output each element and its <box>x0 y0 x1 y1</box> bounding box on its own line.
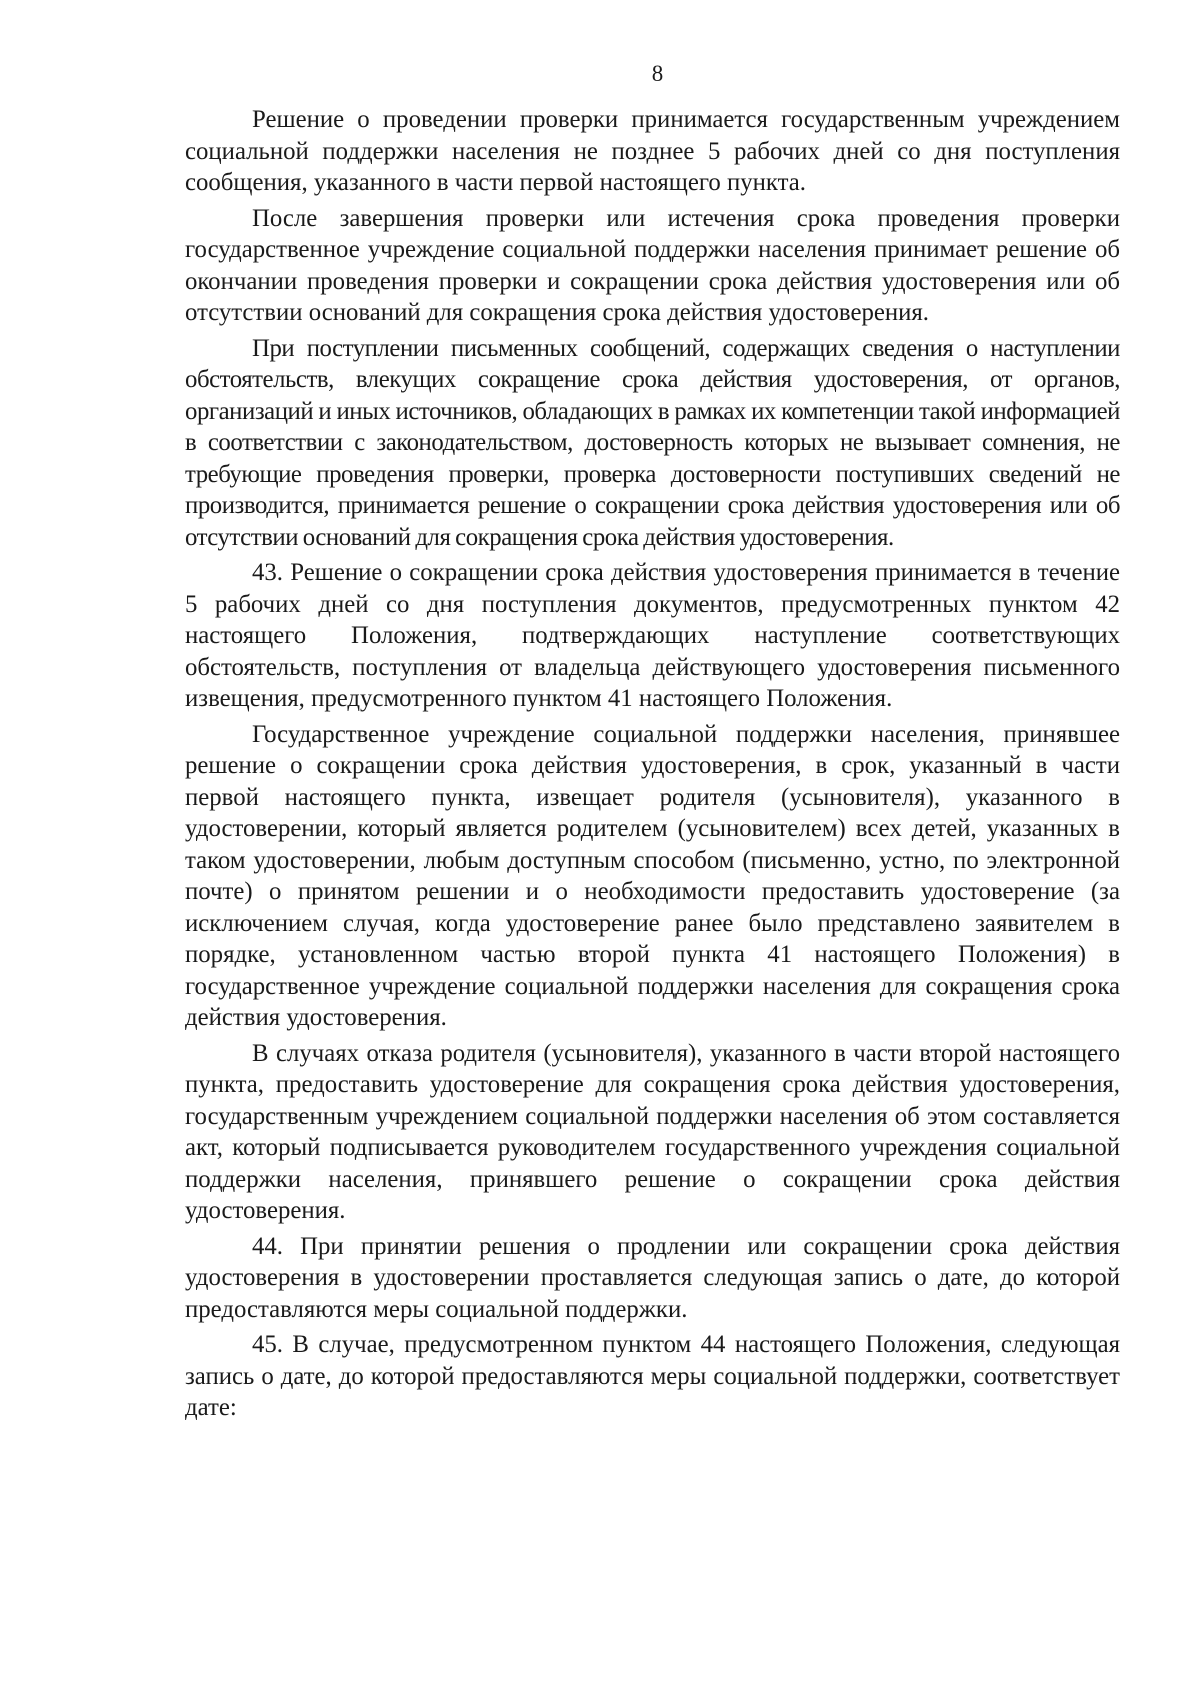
document-body <box>185 104 1120 1424</box>
page-number: 8 <box>651 61 664 86</box>
paragraph-inspection-decision: Решение о проведении проверки принимается государственным учреждением социальной поддержки населения не позднее 5 рабочих дней со дня поступления сообщения, указанного в части первой настоящего пункта. <box>185 106 1120 196</box>
paragraph-after-inspection: После завершения проверки или истечения срока проведения проверки государственное учреждение социальной поддержки населения принимает решение об окончании проведения проверки и сокращении срока действия удостоверения или об отсутствии оснований для сокращения срока действия удостоверения. <box>185 204 1120 326</box>
paragraph-refusal-act: В случаях отказа родителя (усыновителя), указанного в части второй настоящего пункта, предоставить удостоверение для сокращения срока действия удостоверения, государственным учреждением социальной поддержки населения об этом составляется акт, который подписывается руководителем государственного учреждения социальной поддержки населения, принявшего решение о сокращении срока действия удостоверения. <box>185 1039 1120 1224</box>
paragraph-written-reports: При поступлении письменных сообщений, содержащих сведения о наступлении обстоятельств, влекущих сокращение срока действия удостоверения, от органов, организаций и иных источников, обладающих в рамках их компетенции такой информацией в соответствии с законодательством, достоверность которых не вызывает сомнения, не требующие проведения проверки, проверка достоверности поступивших сведений не производится, принимается решение о сокращении срока действия удостоверения или об отсутствии оснований для сокращения срока действия удостоверения. <box>185 334 1120 551</box>
paragraph-item-45: 45. В случае, предусмотренном пунктом 44 настоящего Положения, следующая запись о дате, до которой предоставляются меры социальной поддержки, соответствует дате: <box>185 1331 1120 1421</box>
paragraph-item-44: 44. При принятии решения о продлении или сокращении срока действия удостоверения в удостоверении проставляется следующая запись о дате, до которой предоставляются меры социальной поддержки. <box>185 1232 1120 1323</box>
paragraph-notification: Государственное учреждение социальной поддержки населения, принявшее решение о сокращении срока действия удостоверения, в срок, указанный в части первой настоящего пункта, извещает родителя (усыновителя), указанного в удостоверении, который является родителем (усыновителем) всех детей, указанных в таком удостоверении, любым доступным способом (письменно, устно, по электронной почте) о принятом решении и о необходимости предоставить удостоверение (за исключением случая, когда удостоверение ранее было представлено заявителем в порядке, установленном частью второй пункта 41 настоящего Положения) в государственное учреждение социальной поддержки населения для сокращения срока действия удостоверения. <box>185 720 1120 1031</box>
paragraph-item-43: 43. Решение о сокращении срока действия удостоверения принимается в течение 5 рабочих дней со дня поступления документов, предусмотренных пунктом 42 настоящего Положения, подтверждающих наступление соответствующих обстоятельств, поступления от владельца действующего удостоверения письменного извещения, предусмотренного пунктом 41 настоящего Положения. <box>185 559 1120 712</box>
